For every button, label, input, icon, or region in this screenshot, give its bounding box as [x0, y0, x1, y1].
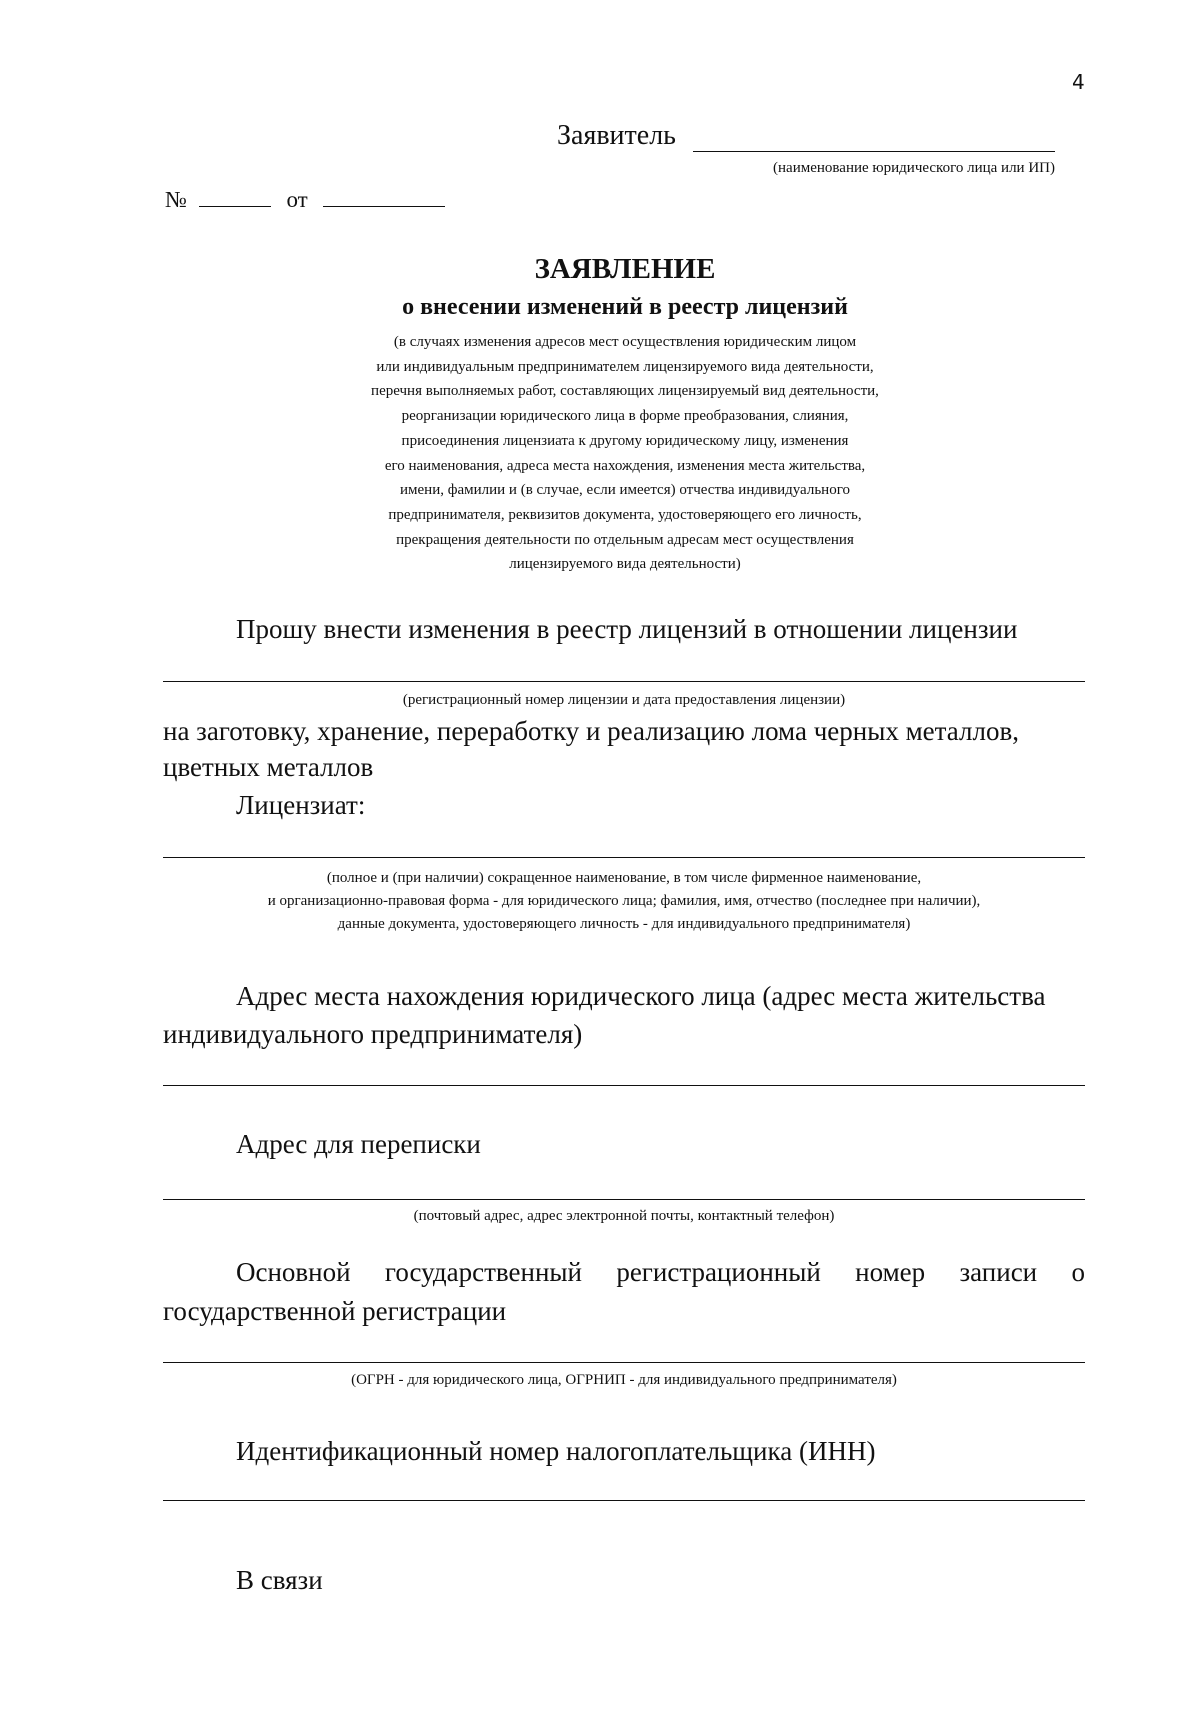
note-line: прекращения деятельности по отдельным адресам мест осуществления: [396, 531, 854, 548]
address-line-1: Адрес места нахождения юридического лица (адрес места жительства: [236, 981, 1046, 1011]
ogrn-caption: (ОГРН - для юридического лица, ОГРНИП - для индивидуального предпринимателя): [351, 1372, 897, 1388]
licensee-caption-line: (полное и (при наличии) сокращенное наименование, в том числе фирменное наименование,: [326, 870, 922, 886]
inn-label: Идентификационный номер налогоплательщика (ИНН): [236, 1436, 876, 1466]
note-line: или индивидуальным предпринимателем лицензируемого вида деятельности,: [376, 358, 874, 375]
license-number-line: [163, 681, 1085, 682]
applicant-caption: (наименование юридического лица или ИП): [773, 160, 1055, 176]
applicant-field-line: [693, 151, 1055, 152]
from-label: от: [286, 187, 308, 212]
note-line: предпринимателя, реквизитов документа, удостоверяющего его личность,: [388, 506, 862, 523]
document-title: ЗАЯВЛЕНИЕ: [534, 253, 716, 285]
applicant-label: Заявитель: [557, 120, 676, 151]
note-line: его наименования, адреса места нахождения, изменения места жительства,: [384, 457, 866, 474]
correspondence-caption: (почтовый адрес, адрес электронной почты, контактный телефон): [413, 1208, 835, 1224]
licensee-label: Лицензиат:: [236, 790, 366, 820]
ogrn-line-2: государственной регистрации: [163, 1296, 507, 1326]
address-field-line: [163, 1085, 1085, 1086]
inn-field-line: [163, 1500, 1085, 1501]
note-line: присоединения лицензиата к другому юридическому лицу, изменения: [401, 432, 849, 449]
ogrn-word: регистрационный: [616, 1257, 821, 1287]
licensee-field-line: [163, 857, 1085, 858]
licensee-caption-line: данные документа, удостоверяющего личность - для индивидуального предпринимателя): [337, 916, 911, 932]
ogrn-word: государственный: [384, 1257, 582, 1287]
ogrn-word: Основной: [236, 1257, 351, 1287]
correspondence-field-line: [163, 1199, 1085, 1200]
activity-line-1: на заготовку, хранение, переработку и реализацию лома черных металлов,: [163, 716, 1019, 746]
date-field-line: [323, 186, 445, 207]
document-subtitle: о внесении изменений в реестр лицензий: [402, 294, 848, 320]
ogrn-line-1: [236, 1257, 1085, 1288]
ogrn-word: номер: [855, 1257, 926, 1287]
licensee-caption-line: и организационно-правовая форма - для юридического лица; фамилия, имя, отчество (последнее при наличии),: [267, 893, 981, 909]
registration-row: [165, 186, 445, 213]
ogrn-word: о: [1071, 1257, 1085, 1287]
page-number: 4: [1072, 70, 1085, 94]
note-line: перечня выполняемых работ, составляющих лицензируемый вид деятельности,: [371, 383, 879, 400]
license-number-caption: (регистрационный номер лицензии и дата предоставления лицензии): [402, 692, 846, 708]
number-label: №: [165, 187, 187, 212]
number-field-line: [199, 186, 271, 207]
note-line: реорганизации юридического лица в форме преобразования, слияния,: [401, 408, 849, 425]
licensee-caption: [163, 867, 1085, 936]
request-text: Прошу внести изменения в реестр лицензий в отношении лицензии: [236, 614, 1018, 644]
title-note: [0, 330, 1200, 577]
note-line: лицензируемого вида деятельности): [509, 556, 741, 573]
address-line-2: индивидуального предпринимателя): [163, 1019, 583, 1049]
note-line: имени, фамилии и (в случае, если имеется) отчества индивидуального: [400, 482, 850, 499]
activity-line-2: цветных металлов: [163, 752, 374, 782]
ogrn-field-line: [163, 1362, 1085, 1363]
ogrn-word: записи: [959, 1257, 1038, 1287]
reason-label: В связи: [236, 1565, 323, 1595]
correspondence-label: Адрес для переписки: [236, 1129, 481, 1159]
note-line: (в случаях изменения адресов мест осуществления юридическим лицом: [393, 334, 857, 350]
